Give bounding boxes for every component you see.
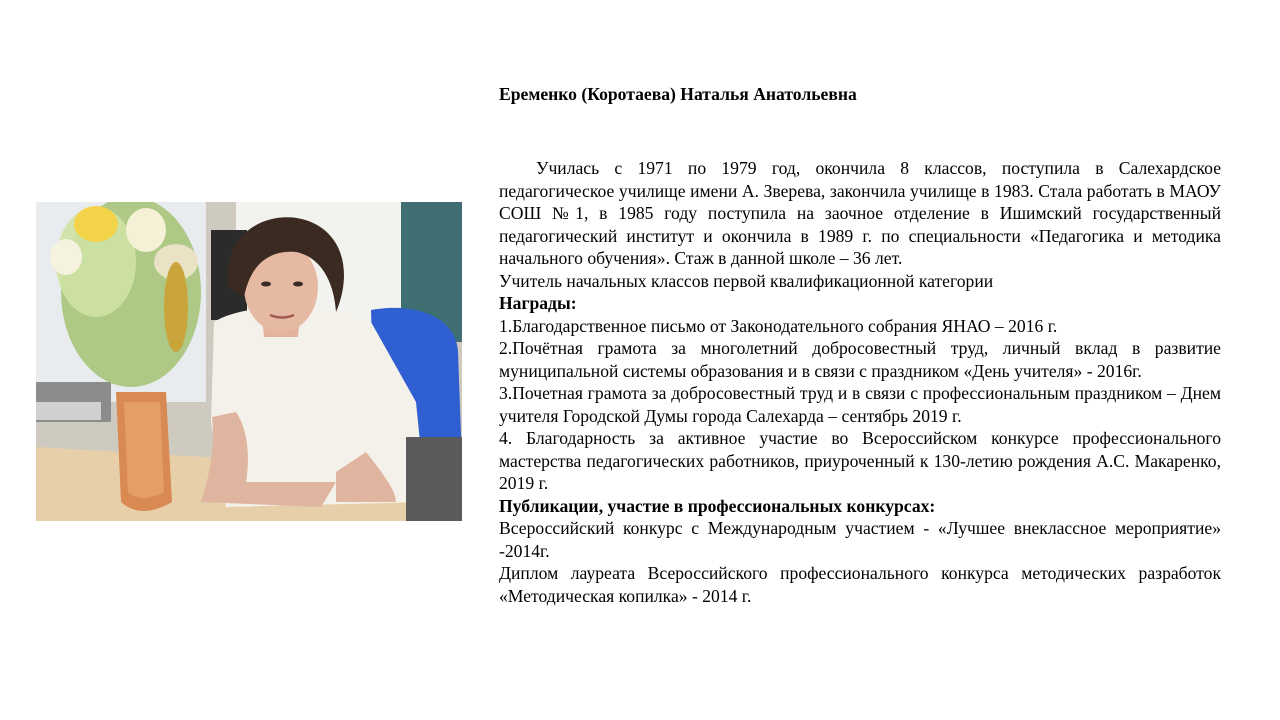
award-item: 4. Благодарность за активное участие во Всероссийском конкурсе профессионального мастерства педагогических работников, приуроченный к 130-летию рождения А.С. Макаренко, 2019 г. xyxy=(499,428,1221,493)
awards-heading: Награды: xyxy=(499,293,577,313)
biography-paragraph: Училась с 1971 по 1979 год, окончила 8 классов, поступила в Салехардское педагогическое училище имени А. Зверева, закончила училище в 1983. Стала работать в МАОУ СОШ №1, в 1985 году поступила на заочное отделение в Ишимский государственный педагогический институт и окончила в 1989 г. по специальности «Педагогика и методика начального обучения». Стаж в данной школе – 36 лет. xyxy=(499,158,1221,268)
profile-body xyxy=(499,157,1221,607)
award-item: 2.Почётная грамота за многолетний добросовестный труд, личный вклад в развитие муниципальной системы образования и в связи с праздником «День учителя» - 2016г. xyxy=(499,338,1221,381)
profile-text xyxy=(499,80,1221,607)
publications-heading: Публикации, участие в профессиональных конкурсах: xyxy=(499,495,936,516)
publication-item: Диплом лауреата Всероссийского профессионального конкурса методических разработок «Методическая копилка» - 2014 г. xyxy=(499,563,1221,606)
portrait-photo xyxy=(36,202,462,521)
award-item: 3.Почетная грамота за добросовестный труд и в связи с профессиональным праздником – Днем учителя Городской Думы города Салехарда – сентябрь 2019 г. xyxy=(499,383,1221,426)
publication-item: Всероссийский конкурс с Международным участием - «Лучшее внеклассное мероприятие» -2014г. xyxy=(499,518,1221,561)
person-name: Еременко (Коротаева) Наталья Анатольевна xyxy=(499,84,857,104)
award-item: 1.Благодарственное письмо от Законодательного собрания ЯНАО – 2016 г. xyxy=(499,315,1058,336)
position-line: Учитель начальных классов первой квалификационной категории xyxy=(499,270,994,291)
